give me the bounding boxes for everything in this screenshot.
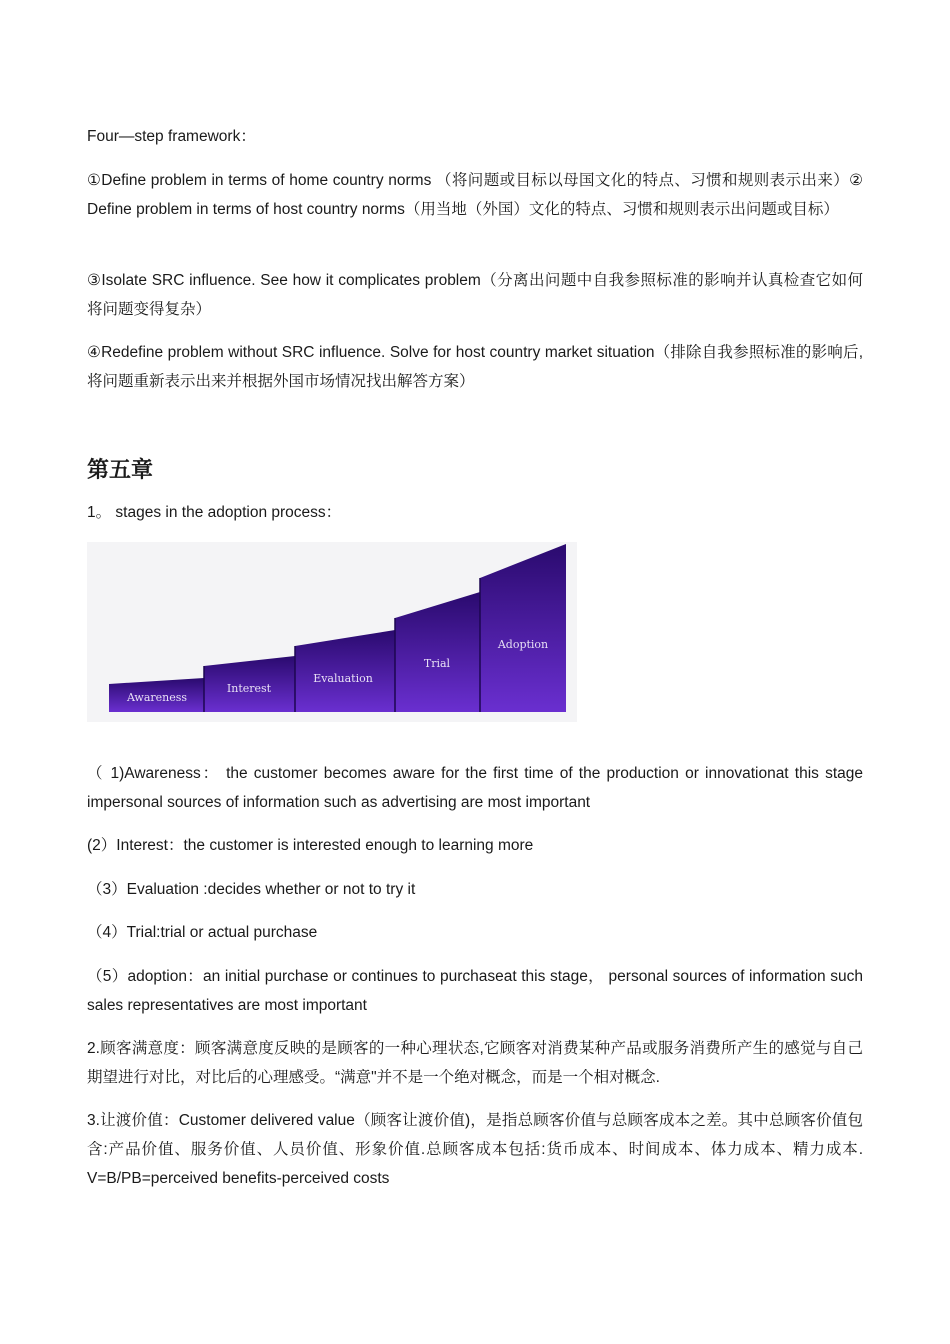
step-label-trial: Trial: [423, 657, 451, 670]
adoption-stages-diagram: [87, 542, 577, 722]
customer-satisfaction: 2.顾客满意度：顾客满意度反映的是顾客的一种心理状态,它顾客对消费某种产品或服务消费所产生的感觉与自己期望进行对比，对比后的心理感受。“满意"并不是一个绝对概念，而是一个相对概念.: [87, 1040, 863, 1086]
step-label-awareness: Awareness: [126, 691, 188, 704]
framework-step-3: ③Isolate SRC influence. See how it complicates problem（分离出问题中自我参照标准的影响并认真检查它如何将问题变得复杂）: [87, 272, 863, 318]
step-label-adoption: Adoption: [497, 638, 549, 651]
stage-adoption: （5）adoption：an initial purchase or continues to purchaseat this stage， personal sources of information such sales representatives are most important: [87, 968, 863, 1014]
chapter-heading: 第五章: [87, 458, 154, 483]
step-label-evaluation: Evaluation: [313, 672, 373, 685]
adoption-stages-svg: [87, 542, 577, 722]
stage-evaluation: （3）Evaluation :decides whether or not to try it: [87, 881, 416, 898]
framework-step-4: ④Redefine problem without SRC influence. Solve for host country market situation（排除自我参照标准的影响后,将问题重新表示出来并根据外国市场情况找出解答方案）: [87, 344, 863, 390]
customer-delivered-value: 3.让渡价值：Customer delivered value（顾客让渡价值)，是指总顾客价值与总顾客成本之差。其中总顾客价值包含:产品价值、服务价值、人员价值、形象价值.总顾客成本包括:货币成本、时间成本、体力成本、精力成本. V=B/PB=perceived benefits-perceived costs: [87, 1112, 863, 1187]
stage-awareness: （ 1)Awareness： the customer becomes aware for the first time of the production or innovationat this stage impersonal sources of information such as advertising are most important: [87, 765, 863, 811]
step-label-interest: Interest: [226, 682, 272, 695]
adoption-process-title: 1。 stages in the adoption process：: [87, 504, 342, 521]
framework-title: Four—step framework：: [87, 128, 256, 145]
stage-interest: (2）Interest：the customer is interested enough to learning more: [87, 837, 534, 854]
framework-step-1-2: ①Define problem in terms of home country norms （将问题或目标以母国文化的特点、习惯和规则表示出来）② Define problem in terms of host country norms（用当地（外国）文化的特点、习惯和规则表示出问题或目标）: [87, 172, 863, 218]
stage-trial: （4）Trial:trial or actual purchase: [87, 924, 318, 941]
